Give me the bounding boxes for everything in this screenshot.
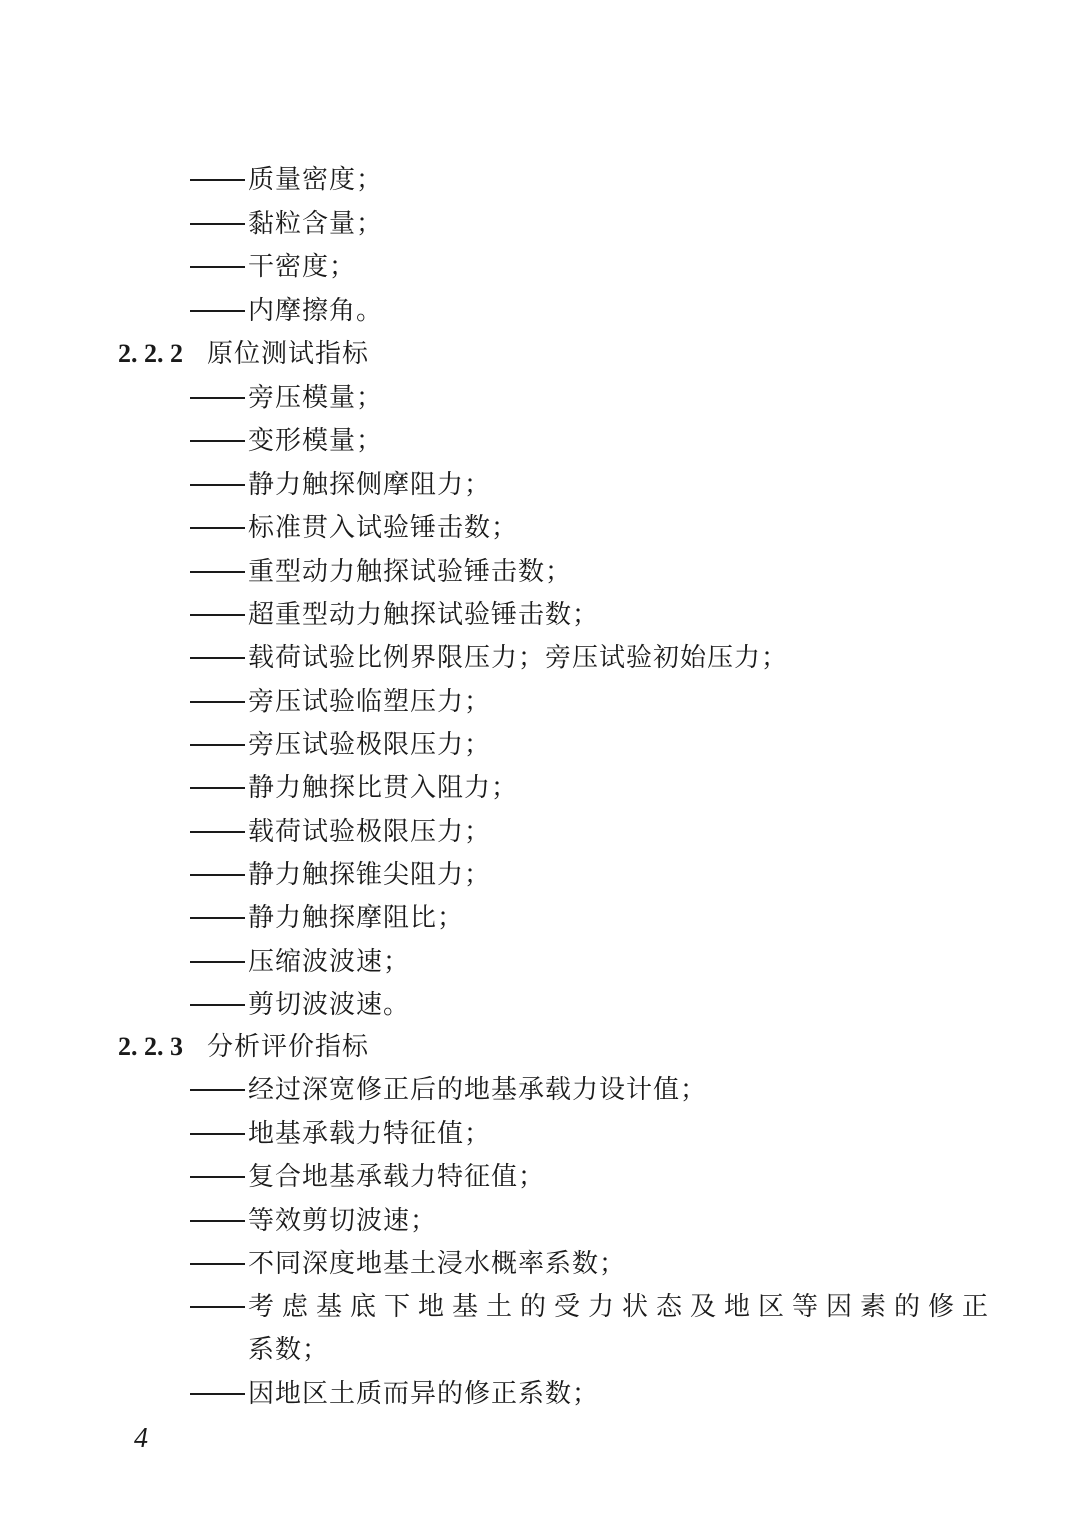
definition: 旁压模量； [248,383,384,413]
definition: 考虑基底下地基土的受力状态及地区等因素的修正 [248,1292,997,1322]
em-dash-separator [190,571,245,573]
definition: 静力触探比贯入阻力； [248,773,519,803]
definition: 旁压试验临塑压力； [248,687,492,717]
definition: 干密度； [248,252,357,282]
section-heading-2-2-2 [118,332,369,376]
definition: 载荷试验极限压力； [248,817,492,847]
section-number: 2. 2. 3 [118,1032,183,1061]
definition: 变形模量； [248,426,384,456]
page-number: 4 [134,1423,148,1454]
definition: 地基承载力特征值； [248,1119,492,1149]
definition: 静力触探侧摩阻力； [248,470,492,500]
definition: 等效剪切波速； [248,1206,438,1236]
em-dash-separator [190,1393,245,1395]
em-dash-separator [190,1004,245,1006]
definition: 黏粒含量； [248,209,384,239]
em-dash-separator [190,484,245,486]
definition: 不同深度地基土浸水概率系数； [248,1249,627,1279]
em-dash-separator [190,1220,245,1222]
em-dash-separator [190,917,245,919]
definition: 静力触探摩阻比； [248,903,465,933]
em-dash-separator [190,223,245,225]
em-dash-separator [190,266,245,268]
em-dash-separator [190,614,245,616]
em-dash-separator [190,831,245,833]
section-number: 2. 2. 2 [118,339,183,368]
em-dash-separator [190,787,245,789]
em-dash-separator [190,701,245,703]
definition-continuation: 系数； [248,1335,330,1365]
definition: 压缩波波速； [248,947,411,977]
definition: 内摩擦角。 [248,296,384,326]
definition: 质量密度； [248,165,384,195]
section-title: 原位测试指标 [207,339,370,369]
definition: 因地区土质而异的修正系数； [248,1379,600,1409]
em-dash-separator [190,1133,245,1135]
definition: 标准贯入试验锤击数； [248,513,519,543]
definition: 复合地基承载力特征值； [248,1162,546,1192]
em-dash-separator [190,440,245,442]
em-dash-separator [190,397,245,399]
em-dash-separator [190,744,245,746]
section-title: 分析评价指标 [207,1032,370,1062]
definition: 载荷试验比例界限压力；旁压试验初始压力； [248,643,789,673]
definition: 重型动力触探试验锤击数； [248,557,573,587]
em-dash-separator [190,1263,245,1265]
definition: 旁压试验极限压力； [248,730,492,760]
em-dash-separator [190,527,245,529]
em-dash-separator [190,961,245,963]
em-dash-separator [190,1089,245,1091]
em-dash-separator [190,179,245,181]
definition: 静力触探锥尖阻力； [248,860,492,890]
definition: 超重型动力触探试验锤击数； [248,600,600,630]
definition: 经过深宽修正后的地基承载力设计值； [248,1075,708,1105]
em-dash-separator [190,874,245,876]
em-dash-separator [190,1176,245,1178]
em-dash-separator [190,310,245,312]
em-dash-separator [190,657,245,659]
section-heading-2-2-3 [118,1025,369,1069]
definition: 剪切波波速。 [248,990,411,1020]
em-dash-separator [190,1306,245,1308]
